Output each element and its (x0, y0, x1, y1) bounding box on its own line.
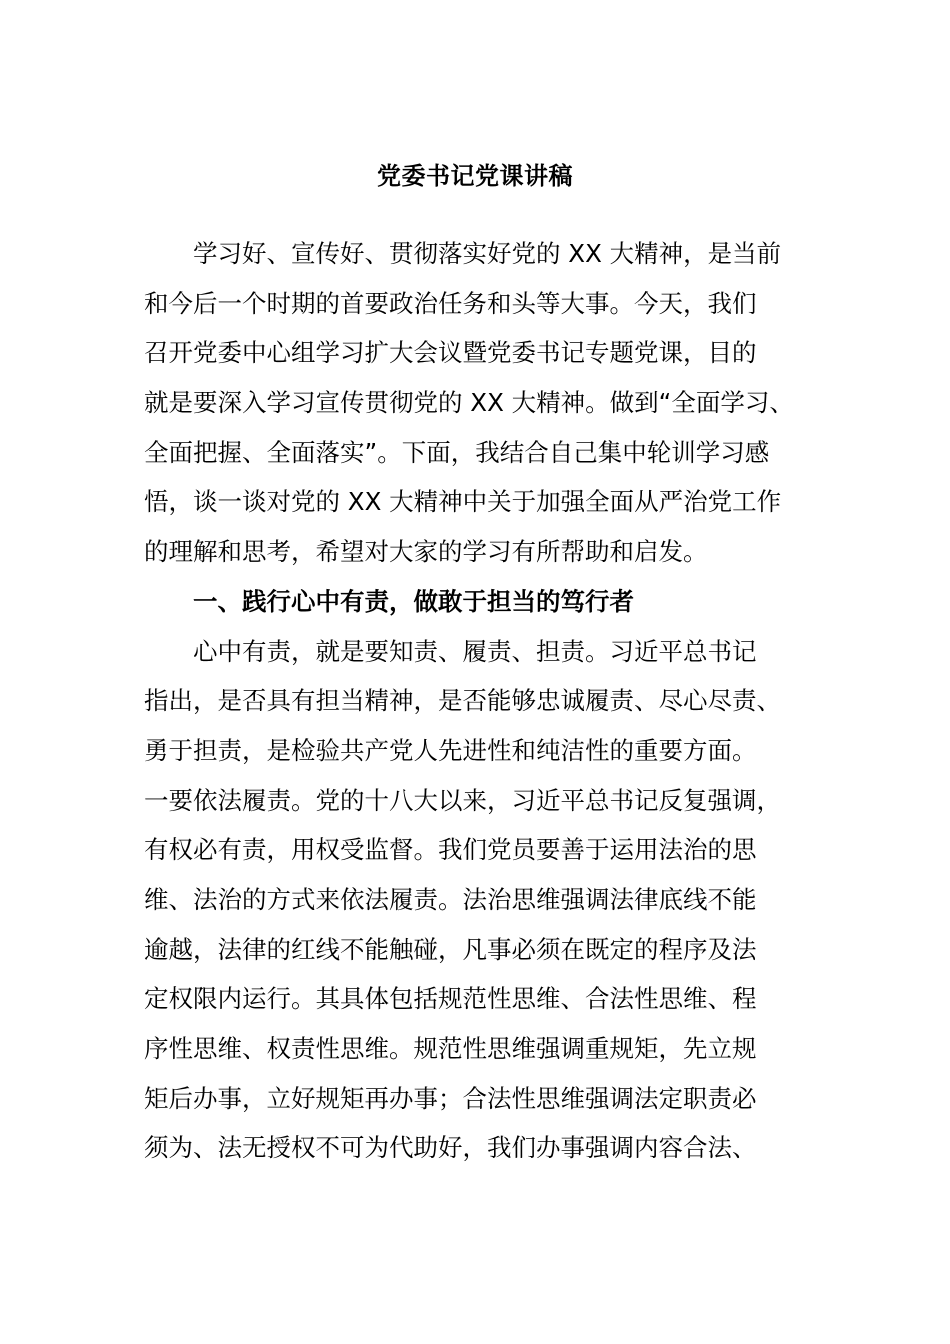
paragraph-line: 维、法治的方式来依法履责。法治思维强调法律底线不能 (144, 884, 757, 914)
paragraph-line: 有权必有责，用权受监督。我们党员要善于运用法治的思 (144, 835, 757, 865)
document-body (144, 229, 806, 1173)
paragraph-line: 就是要深入学习宣传贯彻党的 XX 大精神。做到“全面学习、 (144, 388, 794, 418)
paragraph-line: 的理解和思考，希望对大家的学习有所帮助和启发。 (144, 537, 708, 567)
document-title: 党委书记党课讲稿 (377, 162, 573, 190)
paragraph-line: 勇于担责，是检验共产党人先进性和纯洁性的重要方面。 (144, 735, 757, 765)
paragraph-line: 和今后一个时期的首要政治任务和头等大事。今天，我们 (144, 288, 757, 318)
paragraph-line: 学习好、宣传好、贯彻落实好党的 XX 大精神，是当前 (193, 239, 782, 268)
paragraph-line: 一要依法履责。党的十八大以来，习近平总书记反复强调， (144, 785, 781, 815)
paragraph-line: 全面把握、全面落实”。下面，我结合自己集中轮训学习感 (144, 437, 770, 467)
paragraph-line: 须为、法无授权不可为代助好，我们办事强调内容合法、 (144, 1133, 757, 1163)
section-heading: 一、践行心中有责，做敢于担当的笃行者 (193, 586, 634, 616)
paragraph-line: 召开党委中心组学习扩大会议暨党委书记专题党课，目的 (144, 338, 757, 368)
paragraph-line: 逾越，法律的红线不能触碰，凡事必须在既定的程序及法 (144, 934, 757, 964)
paragraph-line: 矩后办事，立好规矩再办事；合法性思维强调法定职责必 (144, 1083, 757, 1113)
paragraph-line: 悟，谈一谈对党的 XX 大精神中关于加强全面从严治党工作 (144, 487, 782, 517)
paragraph-line: 序性思维、权责性思维。规范性思维强调重规矩，先立规 (144, 1034, 757, 1063)
paragraph-line: 指出，是否具有担当精神，是否能够忠诚履责、尽心尽责、 (144, 686, 781, 716)
paragraph-line: 心中有责，就是要知责、履责、担责。习近平总书记 (193, 636, 757, 666)
paragraph-line: 定权限内运行。其具体包括规范性思维、合法性思维、程 (144, 984, 757, 1014)
